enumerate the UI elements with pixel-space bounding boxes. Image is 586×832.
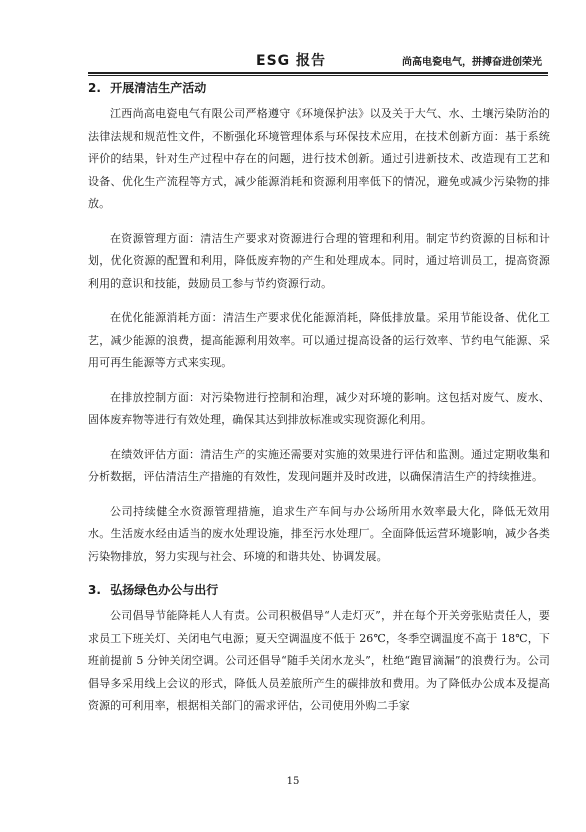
paragraph: 公司持续健全水资源管理措施，追求生产车间与办公场所用水效率最大化，降低无效用水。生活废水经由适当的废水处理设施，排至污水处理厂。全面降低运营环境影响，减少各类污染物排放，努力实现与社会、环境的和谐共处、协调发展。 <box>88 504 550 563</box>
page-header <box>88 50 548 72</box>
section-number: 2. <box>88 81 101 95</box>
paragraph: 在资源管理方面：清洁生产要求对资源进行合理的管理和利用。制定节约资源的目标和计划，优化资源的配置和利用，降低废弃物的产生和处理成本。同时，通过培训员工，提高资源利用的意识和技能，鼓励员工参与节约资源行动。 <box>88 231 550 290</box>
report-title: ESG 报告 <box>256 53 327 69</box>
page-content <box>88 78 550 718</box>
paragraph: 在优化能源消耗方面：清洁生产要求优化能源消耗，降低排放量。采用节能设备、优化工艺，减少能源的浪费，提高能源利用效率。可以通过提高设备的运行效率、节约电气能源、采用可再生能源等方式来实现。 <box>88 311 550 369</box>
section-heading-clean-production <box>88 78 550 98</box>
paragraph: 在绩效评估方面：清洁生产的实施还需要对实施的效果进行评估和监测。通过定期收集和分析数据，评估清洁生产措施的有效性，发现问题并及时改进，以确保清洁生产的持续推进。 <box>88 447 550 483</box>
header-rule <box>88 72 548 74</box>
paragraph: 在排放控制方面：对污染物进行控制和治理，减少对环境的影响。这包括对废气、废水、固体废弃物等进行有效处理，确保其达到排放标准或实现资源化利用。 <box>88 390 550 426</box>
section-title: 开展清洁生产活动 <box>110 81 207 95</box>
paragraph: 公司倡导节能降耗人人有责。公司积极倡导“人走灯灭”，并在每个开关旁张贴责任人，要求员工下班关灯、关闭电气电源；夏天空调温度不低于 26℃，冬季空调温度不高于 18℃，下班前提前 5 分钟关闭空调。公司还倡导“随手关闭水龙头”，杜绝“跑冒滴漏”的浪费行为。公司倡导多采用线上会议的形式，降低人员差旅所产生的碳排放和费用。为了降低办公成本及提高资源的可利用率，根据相关部门的需求评估，公司使用外购二手家 <box>88 609 550 712</box>
header-rule-thin <box>88 75 548 76</box>
paragraph: 江西尚高电瓷电气有限公司严格遵守《环境保护法》以及关于大气、水、土壤污染防治的法律法规和规范性文件，不断强化环境管理体系与环保技术应用，在技术创新方面：基于系统评价的结果，针对生产过程中存在的问题，进行技术创新。通过引进新技术、改造现有工艺和设备、优化生产流程等方式，减少能源消耗和资源利用率低下的情况，避免或减少污染物的排放。 <box>88 107 550 210</box>
section-heading-green-office <box>88 580 550 600</box>
page-number: 15 <box>286 776 300 787</box>
section-number: 3. <box>88 583 101 597</box>
section-title: 弘扬绿色办公与出行 <box>110 583 219 597</box>
company-slogan: 尚高电瓷电气，拼搏奋进创荣光 <box>402 57 542 68</box>
